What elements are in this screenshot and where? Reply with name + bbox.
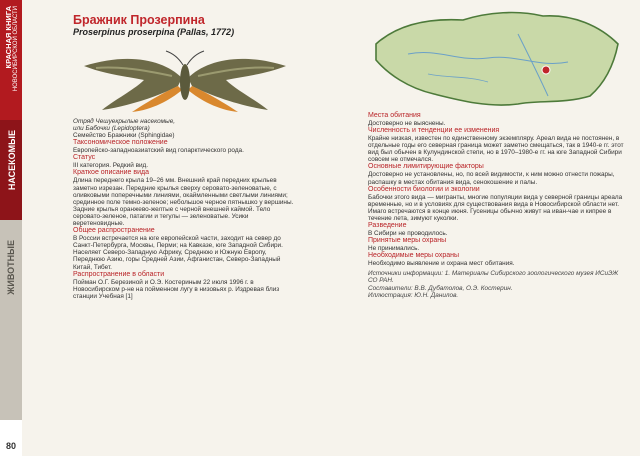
measures-text: Не принимались. [368,245,420,253]
map-marker-icon [542,66,550,74]
illustration-line: Иллюстрация: Ю.Н. Данилов. [368,291,459,299]
description-text: Длина переднего крыла 19–26 мм. Внешний край передних крыльев заметно изрезан. Передние крылья сверху серовато-зеленоватые, с оливковыми поперечными линиями, окаймленными светлыми линиями; срединное поле темно-зеленое; небольшое черное пятнышко у вершины. Задние крылья оранжево-желтые с черной внешней каймой. Тело серовато-зеленое, патагии и тегулы — зеленоватые. Усики веретеновидные. [73,177,294,228]
abundance-text: Крайне низкая, известен по единственному экземпляру. Ареал вида не постоянен, в отдельные годы его северная граница может заметно смещаться, так в 1940-е гг. этот вид был обычен в Кулундинской степи, но в 1970–1980-е гг. на юге Западной Сибири совсем не отмечался. [368,135,624,164]
needed-measures-text: Необходимо выявление и охрана мест обитания. [368,260,515,268]
abundance-heading: Численность и тенденции ее изменения [368,127,500,135]
left-column [73,118,297,300]
sidebar [0,0,22,456]
breeding-text: В Сибири не проводилось. [368,230,448,238]
sidebar-book-title: КРАСНАЯ КНИГА [4,6,13,69]
sidebar-kingdom: ЖИВОТНЫЕ [6,240,16,295]
biology-heading: Особенности биологии и экологии [368,185,480,193]
distribution-text: В России встречается на юге европейской части, заходит на север до Санкт-Петербурга, Москвы, Перми; на Кавказе, юге Западной Сибири. Населяет Северо-Западную Африку, Среднюю и Южную Европу, Переднюю Азию, горы Средней Азии, Афганистан, Северо-Западный Китай, Тибет. [73,235,283,271]
status-text: III категория. Редкий вид. [73,162,149,170]
caption-line-3: Семейство Бражники (Sphingidae) [73,132,175,140]
habitat-text: Достоверно не выяснены. [368,120,446,127]
caption-line-1: Отряд Чешуекрылые насекомые, [73,118,176,125]
distribution-map [368,4,628,112]
biology-text: Бабочки этого вида — мигранты, многие популяции вида у северной границы ареала временные, но и в условиях для существования вида в Новосибирской области нет. Имаго встречаются в конце июня. Гусеницы обычно живут на иван-чае и кипрее в течение лета, зимуют куколки. [368,193,623,222]
compilers-line: Составители: В.В. Дубатолов, О.Э. Костерин. [368,284,513,292]
page-number: 80 [6,441,17,451]
right-column [368,112,626,299]
caption-line-2: или Бабочки (Lepidoptera) [73,125,150,133]
species-title: Бражник Прозерпина [73,13,205,27]
breeding-heading: Разведение [368,222,407,230]
species-latin-name: Proserpinus proserpina (Pallas, 1772) [73,27,235,37]
sources-line: Источники информации: 1. Материалы Сибирского зоологического музея ИСиЭЖ СО РАН. [368,270,619,285]
sidebar-region: НОВОСИБИРСКОЙ ОБЛАСТИ [13,6,19,92]
factors-text: Достоверно не установлены, но, по всей видимости, к ним можно отнести пожары, распашку в местах обитания вида, сенокошение и палы. [368,171,615,186]
description-heading: Краткое описание вида [73,169,149,177]
status-heading: Статус [73,154,96,162]
sidebar-section: НАСЕКОМЫЕ [7,130,17,191]
taxon-heading: Таксономическое положение [73,139,168,147]
measures-heading: Принятые меры охраны [368,237,447,245]
needed-measures-heading: Необходимые меры охраны [368,252,460,260]
moth-illustration [84,51,286,112]
taxon-text: Европейско-западноазиатский вид голарктического рода. [73,147,244,155]
habitat-heading: Места обитания [368,112,421,119]
distribution-heading: Общее распространение [73,227,155,235]
regional-distribution-heading: Распространение в области [73,270,165,278]
factors-heading: Основные лимитирующие факторы [368,163,484,171]
regional-distribution-text: Пойман О.Г. Березиной и О.Э. Костериным 22 июля 1996 г. в Новосибирском р-не на пойменном лугу в низовьях р. Издревая близ станции Учебная [1] [73,278,280,300]
moth-illustration [74,48,296,116]
sources-block [368,270,626,298]
